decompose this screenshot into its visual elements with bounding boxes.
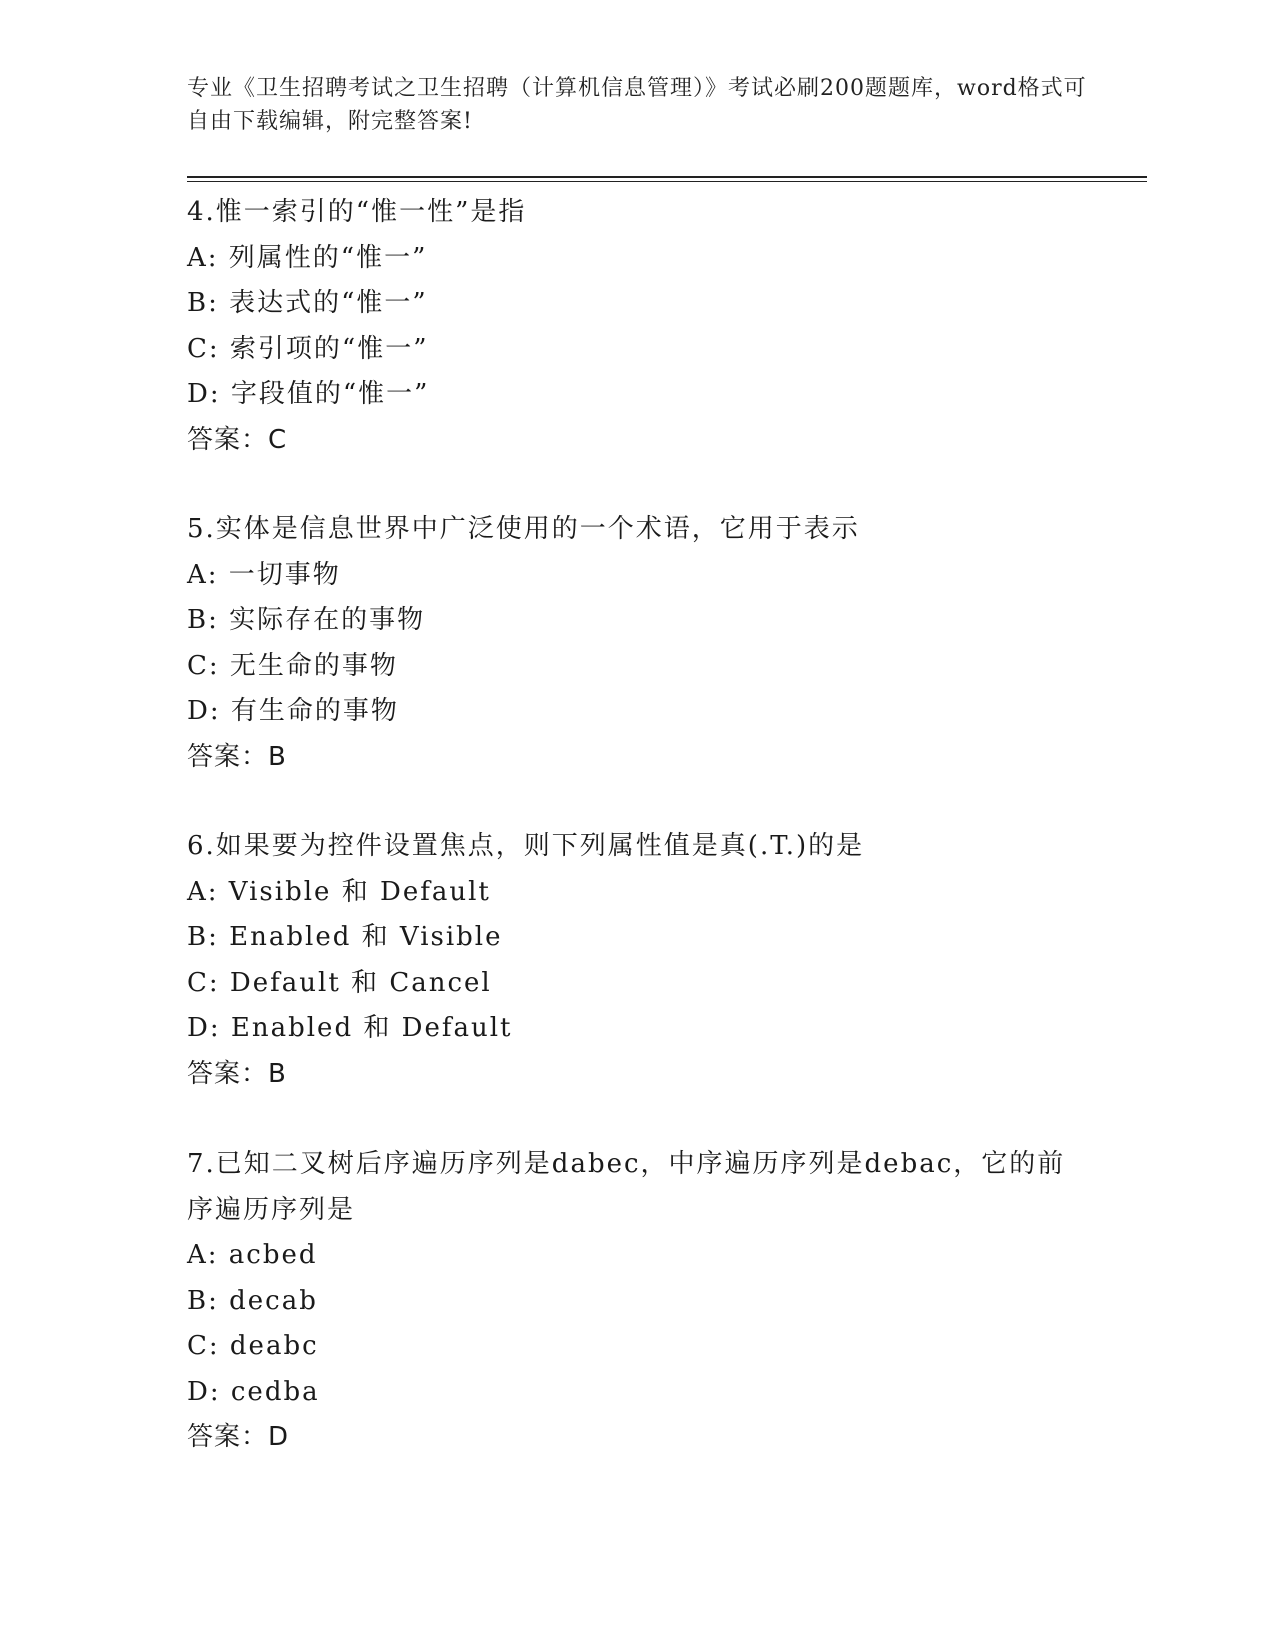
answer: 答案：B bbox=[187, 1058, 287, 1089]
option-a: A: 列属性的“惟一” bbox=[187, 242, 428, 273]
question-4 bbox=[187, 190, 1087, 463]
answer: 答案：D bbox=[187, 1422, 290, 1452]
option-b: B: 表达式的“惟一” bbox=[187, 288, 428, 318]
document-header: 专业《卫生招聘考试之卫生招聘（计算机信息管理）》考试必刷200题题库，word格式可自由下载编辑，附完整答案! bbox=[187, 76, 1087, 134]
question-stem: 7.已知二叉树后序遍历序列是dabec，中序遍历序列是debac，它的前序遍历序列是 bbox=[187, 1149, 1066, 1225]
question-stem: 6.如果要为控件设置焦点，则下列属性值是真(.T.)的是 bbox=[187, 831, 865, 861]
question-stem: 5.实体是信息世界中广泛使用的一个术语，它用于表示 bbox=[187, 514, 860, 544]
question-5 bbox=[187, 507, 1087, 780]
option-c: C: 无生命的事物 bbox=[187, 650, 398, 681]
answer: 答案：B bbox=[187, 741, 287, 772]
question-stem: 4.惟一索引的“惟一性”是指 bbox=[187, 197, 527, 227]
option-b: B: 实际存在的事物 bbox=[187, 605, 426, 635]
option-c: C: Default 和 Cancel bbox=[187, 967, 492, 998]
option-b: B: decab bbox=[187, 1285, 318, 1316]
option-d: D: 字段值的“惟一” bbox=[187, 379, 430, 409]
header-rule-thin bbox=[187, 181, 1147, 182]
question-7 bbox=[187, 1141, 1087, 1461]
option-a: A: acbed bbox=[187, 1240, 318, 1270]
answer: 答案：C bbox=[187, 424, 288, 455]
option-c: C: 索引项的“惟一” bbox=[187, 333, 429, 364]
header-rule-thick bbox=[187, 176, 1147, 178]
question-list bbox=[187, 190, 1087, 1461]
option-a: A: 一切事物 bbox=[187, 559, 341, 590]
option-c: C: deabc bbox=[187, 1331, 319, 1361]
option-a: A: Visible 和 Default bbox=[187, 876, 491, 907]
option-b: B: Enabled 和 Visible bbox=[187, 922, 503, 952]
option-d: D: Enabled 和 Default bbox=[187, 1013, 513, 1043]
option-d: D: cedba bbox=[187, 1376, 320, 1407]
question-6 bbox=[187, 824, 1087, 1097]
option-d: D: 有生命的事物 bbox=[187, 696, 399, 726]
